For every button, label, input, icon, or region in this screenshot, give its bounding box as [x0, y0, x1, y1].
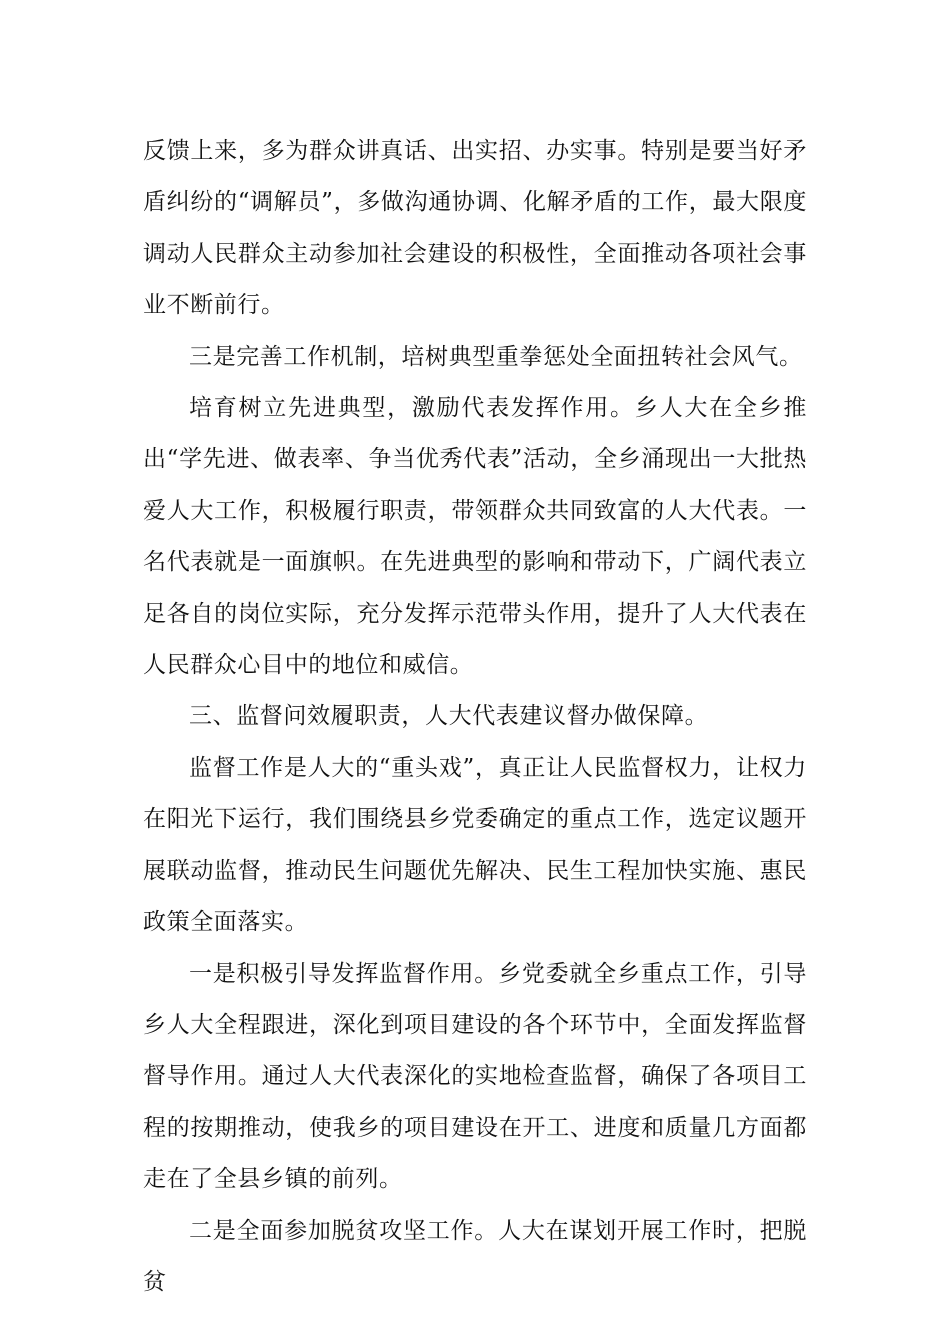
document-body: [143, 126, 807, 1308]
paragraph-continued: 反馈上来，多为群众讲真话、出实招、办实事。特别是要当好矛盾纠纷的“调解员”，多做沟通协调、化解矛盾的工作，最大限度调动人民群众主动参加社会建设的积极性，全面推动各项社会事业不断前行。: [143, 138, 807, 319]
paragraph-point-one: 一是积极引导发挥监督作用。乡党委就全乡重点工作，引导乡人大全程跟进，深化到项目建设的各个环节中，全面发挥监督督导作用。通过人大代表深化的实地检查监督，确保了各项目工程的按期推动，使我乡的项目建设在开工、进度和质量几方面都走在了全县乡镇的前列。: [143, 960, 807, 1193]
paragraph-point-three: 三是完善工作机制，培树典型重拳惩处全面扭转社会风气。: [189, 343, 803, 370]
paragraph-typical-models: 培育树立先进典型，激励代表发挥作用。乡人大在全乡推出“学先进、做表率、争当优秀代表”活动，全乡涌现出一大批热爱人大工作，积极履行职责，带领群众共同致富的人大代表。一名代表就是一面旗帜。在先进典型的影响和带动下，广阔代表立足各自的岗位实际，充分发挥示范带头作用，提升了人大代表在人民群众心目中的地位和威信。: [143, 395, 807, 679]
paragraph-point-two: 二是全面参加脱贫攻坚工作。人大在谋划开展工作时，把脱贫: [143, 1217, 807, 1295]
paragraph-supervision-work: 监督工作是人大的“重头戏”，真正让人民监督权力，让权力在阳光下运行，我们围绕县乡党委确定的重点工作，选定议题开展联动监督，推动民生问题优先解决、民生工程加快实施、惠民政策全面落实。: [143, 754, 807, 936]
section-heading-supervision: 三、监督问效履职责，人大代表建议督办做保障。: [189, 703, 709, 730]
